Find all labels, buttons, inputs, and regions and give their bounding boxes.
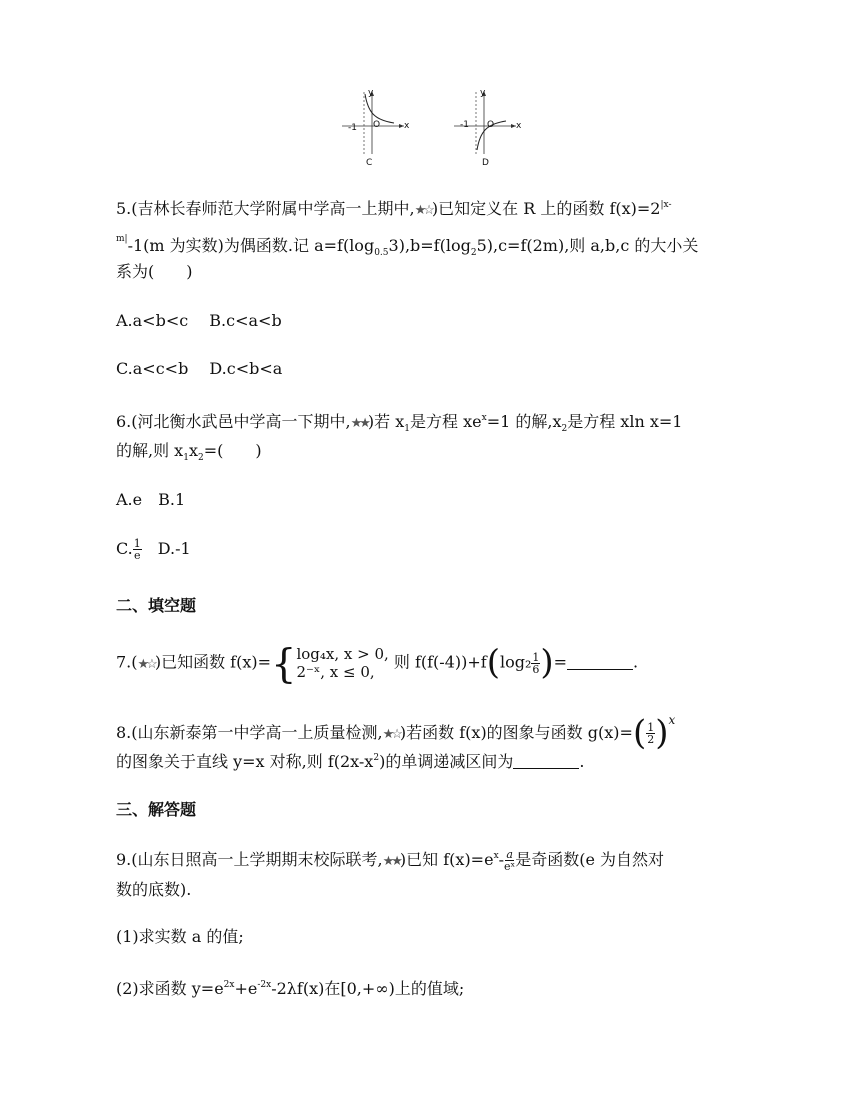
difficulty-stars-icon: ★★ <box>350 416 368 431</box>
q6-line1: 6.(河北衡水武邑中学高一下期中,★★)若 $x_1$是方程 $xe^x=1$ 的解$,x_2$是方程 xln x=1 <box>116 412 683 434</box>
graph-d-x: x <box>516 121 522 131</box>
graph-c-neg1: -1 <box>348 123 357 133</box>
q6-frac: $\frac{1}{e}$ <box>133 537 141 562</box>
q5-line3: 系为( ) <box>116 262 193 281</box>
difficulty-stars-icon: ★☆ <box>414 203 432 218</box>
q8-line2: 的图象关于直线 y=x 对称,则 $f(2x-x^2)$的单调递减区间为 . <box>116 752 585 771</box>
q5-option-ab: A.a<b<c B.c<a<b <box>116 311 282 330</box>
q9-part2: (2)求函数 $y=e^{2x}+e^{-2x}-2\lambda f(x)$在[0,+∞)上的值域; <box>116 979 465 998</box>
q6-option-cd: C. $\frac{1}{e}$ D.-1 <box>116 537 191 562</box>
graph-c <box>340 88 412 168</box>
graph-d-neg1: -1 <box>460 120 469 130</box>
q7-answer-blank[interactable] <box>567 655 633 670</box>
graph-c-y: y <box>368 88 374 98</box>
graph-d-label: D <box>482 158 489 168</box>
q9-frac: $\frac{a}{\text{eˣ}}$ <box>504 848 516 873</box>
q7-line: 7.(★☆)已知函数 f(x)={ log₄x, x > 0, 2⁻ˣ, x ≤ 0, 则 f(f(-4))+f(log₂ $\frac{1}{6}$ )= . <box>116 641 639 688</box>
graph-c-o: O <box>373 120 381 130</box>
q8-line1: 8.(山东新泰第一中学高一上质量检测,★☆)若函数 f(x)的图象与函数 g(x)=( $\frac{1}{2}$ )$^x$ <box>116 713 676 753</box>
q5-line1: 5.(吉林长春师范大学附属中学高一上期中,★☆)已知定义在 R 上的函数 $f(x)=2^{|x-}$ <box>116 195 672 221</box>
q7-piecewise: log₄x, x > 0, 2⁻ˣ, x ≤ 0, <box>296 645 389 681</box>
graph-c-x: x <box>404 121 410 131</box>
graph-d <box>452 88 524 168</box>
q9-line1: 9.(山东日照高一上学期期末校际联考,★★)已知 $f(x)=e^x-$ $\frac{a}{\text{eˣ}}$ 是奇函数(e 为自然对 <box>116 848 665 873</box>
q6-line2: 的解,则 $x_1x_2=$( ) <box>116 441 262 463</box>
q8-frac: $\frac{1}{2}$ <box>647 721 655 746</box>
q5-line2: $^{m|}$-1(m 为实数)为偶函数.记 $a=f(\log_{0.5}3),b=f(\log_25),c=f(2m)$,则 a,b,c 的大小关 <box>116 234 699 258</box>
q6-option-ab: A.e B.1 <box>116 490 186 509</box>
difficulty-stars-icon: ★☆ <box>137 656 155 672</box>
q9-part1: (1)求实数 a 的值; <box>116 927 244 946</box>
q5-option-cd: C.a<c<b D.c<b<a <box>116 359 283 378</box>
graph-d-y: y <box>480 88 486 98</box>
graph-d-o: O <box>487 120 495 130</box>
q9-line2: 数的底数). <box>116 880 192 899</box>
difficulty-stars-icon: ★★ <box>382 854 400 869</box>
q7-frac: $\frac{1}{6}$ <box>532 650 540 676</box>
section-heading-answer: 三、解答题 <box>116 800 197 819</box>
section-heading-fill-in: 二、填空题 <box>116 596 197 615</box>
q8-answer-blank[interactable] <box>513 754 579 769</box>
difficulty-stars-icon: ★☆ <box>382 727 400 742</box>
graph-c-label: C <box>366 158 373 168</box>
